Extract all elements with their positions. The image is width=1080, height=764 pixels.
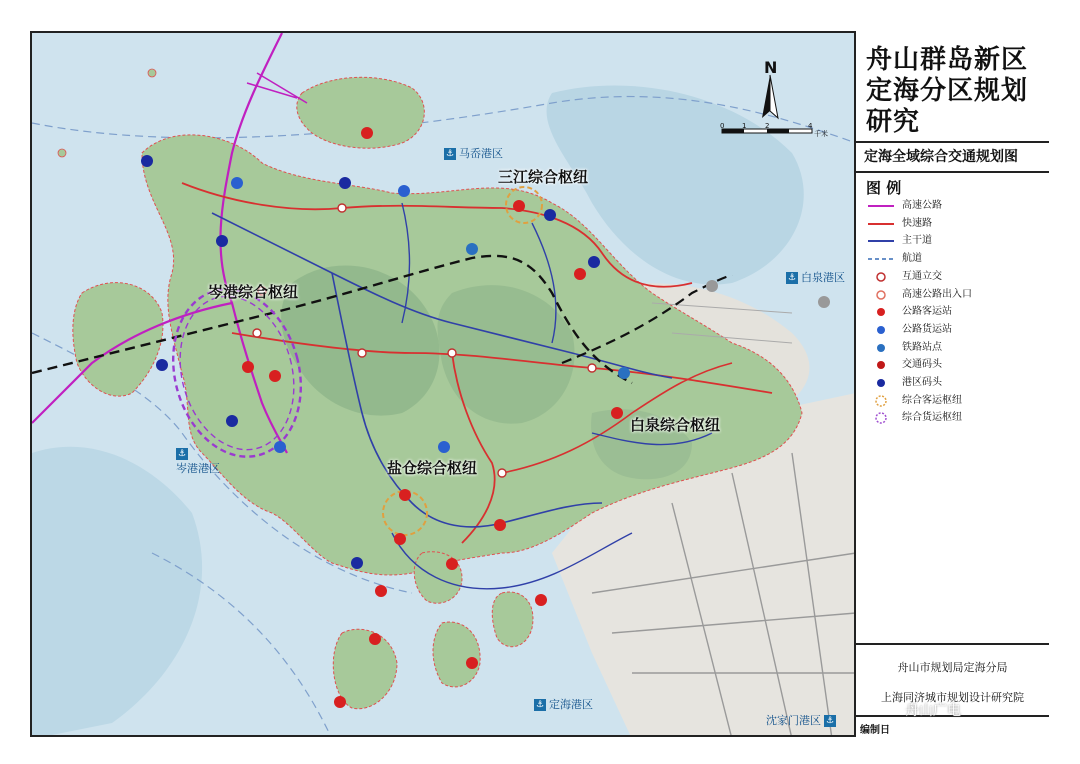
legend-item xyxy=(866,410,1046,426)
scale-unit: 千米 xyxy=(814,130,828,138)
legend-label: 高速公路 xyxy=(902,200,942,211)
ferry-terminal-marker[interactable] xyxy=(466,657,478,669)
watermark: 舟山广电 xyxy=(905,703,961,719)
grey-marker xyxy=(706,280,718,292)
port-label-cengang xyxy=(176,447,220,476)
legend-item xyxy=(866,375,1046,391)
island xyxy=(73,283,163,397)
legend-label: 综合客运枢纽 xyxy=(902,394,962,406)
legend-label: 主干道 xyxy=(902,235,932,247)
scale-tick: 4 xyxy=(808,122,813,130)
info-panel xyxy=(854,31,1049,737)
legend-symbol xyxy=(866,322,896,338)
island xyxy=(433,622,480,687)
legend-label: 航道 xyxy=(902,253,922,265)
legend-item xyxy=(866,251,1046,267)
footer-label: 编制日 xyxy=(860,725,890,736)
anchor-icon: ⚓ xyxy=(825,716,835,726)
scale-tick: 1 xyxy=(742,122,747,130)
port-name: 马岙港区 xyxy=(459,147,503,160)
rail-station-marker[interactable] xyxy=(618,367,630,379)
passenger-station-marker[interactable] xyxy=(513,200,525,212)
port-label-magang xyxy=(444,145,503,161)
legend-item xyxy=(866,233,1046,249)
legend-label: 快速路 xyxy=(902,217,932,229)
legend-item xyxy=(866,322,1046,338)
port-wharf-marker[interactable] xyxy=(544,209,556,221)
legend-label: 高速公路出入口 xyxy=(902,288,972,300)
map-title: 舟山群岛新区 定海分区规划 研究 xyxy=(866,45,1029,137)
legend-symbol xyxy=(866,375,896,391)
legend-symbol xyxy=(866,233,896,249)
legend-item xyxy=(866,357,1046,373)
island xyxy=(297,77,425,148)
ferry-terminal-marker[interactable] xyxy=(369,633,381,645)
north-arrow xyxy=(762,75,778,118)
hub-label-sanjiang: 三江综合枢纽 xyxy=(498,168,589,186)
legend-label: 港区码头 xyxy=(902,377,942,388)
legend-label: 综合货运枢纽 xyxy=(902,412,962,424)
legend-symbol xyxy=(866,357,896,373)
port-wharf-marker[interactable] xyxy=(226,415,238,427)
hub-label-yancang: 盐仓综合枢纽 xyxy=(387,459,478,477)
freight-station-marker[interactable] xyxy=(231,177,243,189)
port-label-dinghai xyxy=(534,696,593,712)
legend-symbol xyxy=(866,269,896,285)
map-canvas[interactable] xyxy=(32,33,856,737)
scale-tick: 0 xyxy=(720,122,725,130)
shallow-water xyxy=(32,447,202,737)
scale-tick: 2 xyxy=(765,122,770,130)
ferry-terminal-marker[interactable] xyxy=(446,558,458,570)
rail-station-marker[interactable] xyxy=(466,243,478,255)
freight-station-marker[interactable] xyxy=(398,185,410,197)
north-label: N xyxy=(764,58,778,77)
legend-symbol xyxy=(866,198,896,214)
legend-symbol xyxy=(866,216,896,232)
legend-label: 公路客运站 xyxy=(902,306,952,318)
legend-title: 图 例 xyxy=(866,179,902,197)
passenger-station-marker[interactable] xyxy=(242,361,254,373)
port-wharf-marker[interactable] xyxy=(156,359,168,371)
port-name: 沈家门港区 xyxy=(766,714,821,727)
islet xyxy=(58,149,66,157)
port-wharf-marker[interactable] xyxy=(588,256,600,268)
ferry-terminal-marker[interactable] xyxy=(334,696,346,708)
legend-item xyxy=(866,304,1046,320)
hub-label-cengang: 岑港综合枢纽 xyxy=(208,283,299,301)
legend-item xyxy=(866,269,1046,285)
hub-label-baiquan: 白泉综合枢纽 xyxy=(630,416,721,434)
anchor-icon: ⚓ xyxy=(787,273,797,283)
freight-station-marker[interactable] xyxy=(438,441,450,453)
ferry-terminal-marker[interactable] xyxy=(269,370,281,382)
legend-symbol xyxy=(866,251,896,267)
ferry-terminal-marker[interactable] xyxy=(494,519,506,531)
org-name: 上海同济城市规划设计研究院 xyxy=(881,691,1024,704)
ferry-terminal-marker[interactable] xyxy=(574,268,586,280)
legend-symbol xyxy=(866,304,896,320)
port-label-shenjiamen xyxy=(766,712,839,728)
ferry-terminal-marker[interactable] xyxy=(361,127,373,139)
legend-label: 交通码头 xyxy=(902,359,942,371)
anchor-icon: ⚓ xyxy=(177,449,187,459)
legend-label: 互通立交 xyxy=(902,270,942,282)
port-name: 白泉港区 xyxy=(801,271,845,284)
ferry-terminal-marker[interactable] xyxy=(535,594,547,606)
legend-symbol xyxy=(866,287,896,303)
legend-label: 公路货运站 xyxy=(902,323,952,335)
legend-item xyxy=(866,216,1046,232)
passenger-station-marker[interactable] xyxy=(611,407,623,419)
legend-item xyxy=(866,393,1046,409)
legend-item xyxy=(866,340,1046,356)
legend-item xyxy=(866,198,1046,214)
legend-label: 铁路站点 xyxy=(902,341,942,353)
port-name: 定海港区 xyxy=(549,698,593,711)
port-name: 岑港港区 xyxy=(176,462,220,475)
grey-marker xyxy=(818,296,830,308)
islet xyxy=(148,69,156,77)
org-name: 舟山市规划局定海分局 xyxy=(897,661,1008,674)
port-wharf-marker[interactable] xyxy=(339,177,351,189)
legend-item xyxy=(866,287,1046,303)
port-wharf-marker[interactable] xyxy=(216,235,228,247)
map-subtitle: 定海全域综合交通规划图 xyxy=(856,141,1049,173)
port-label-baiquan xyxy=(786,269,845,285)
legend-symbol xyxy=(866,340,896,356)
freight-station-marker[interactable] xyxy=(274,441,286,453)
legend-symbol xyxy=(866,410,896,426)
ferry-terminal-marker[interactable] xyxy=(394,533,406,545)
anchor-icon: ⚓ xyxy=(535,700,545,710)
anchor-icon: ⚓ xyxy=(445,149,455,159)
island xyxy=(492,592,533,647)
port-wharf-marker[interactable] xyxy=(141,155,153,167)
port-wharf-marker[interactable] xyxy=(351,557,363,569)
passenger-station-marker[interactable] xyxy=(399,489,411,501)
legend-symbol xyxy=(866,393,896,409)
ferry-terminal-marker[interactable] xyxy=(375,585,387,597)
